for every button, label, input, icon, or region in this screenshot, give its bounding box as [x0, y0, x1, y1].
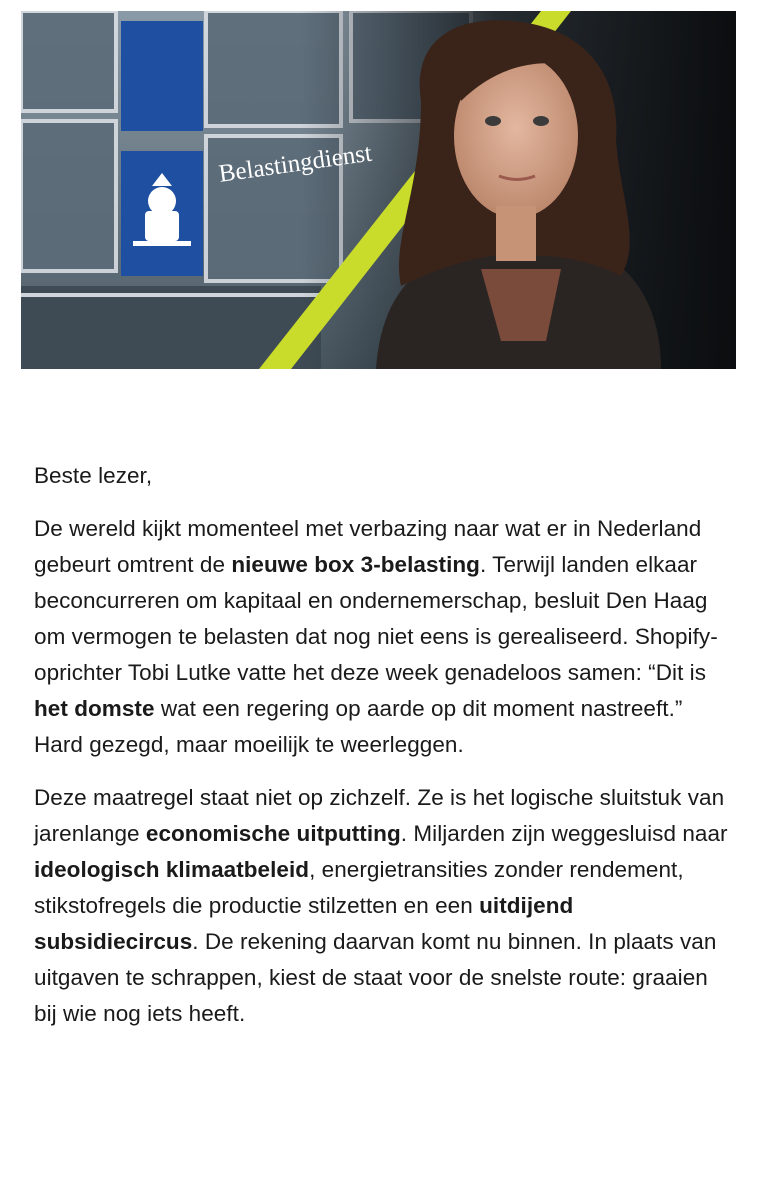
body-text: . De rekening daarvan komt nu binnen. In plaats van uitgaven te schrappen, kiest de staat voor de snelste route: graaien bij wie nog iets heeft.	[34, 929, 717, 1026]
body-text: . Miljarden zijn weggesluisd naar	[400, 821, 728, 846]
emphasis-text: nieuwe box 3-belasting	[231, 552, 480, 577]
paragraph-1	[34, 511, 734, 763]
greeting: Beste lezer,	[34, 463, 153, 488]
article-body	[34, 458, 734, 1049]
blue-banner-top	[121, 21, 203, 131]
belastingdienst-sign: Belastingdienst	[217, 139, 374, 188]
emphasis-text: uitdijend subsidiecircus	[34, 893, 574, 954]
body-text: wat een regering op aarde op dit moment nastreeft.” Hard gezegd, maar moeilijk te weerleggen.	[34, 696, 683, 757]
body-text: De wereld kijkt momenteel met verbazing naar wat er in Nederland gebeurt omtrent de	[34, 516, 702, 577]
body-text: . Terwijl landen elkaar beconcurreren om kapitaal en ondernemerschap, besluit Den Haag om vermogen te belasten dat nog niet eens is gerealiseerd. Shopify-oprichter Tobi Lutke vatte het deze week genadeloos samen: “Dit is	[34, 552, 718, 685]
hero-image	[21, 11, 736, 369]
emphasis-text: ideologisch klimaatbeleid	[34, 857, 310, 882]
emphasis-text: het domste	[34, 696, 155, 721]
emphasis-text: economische uitputting	[145, 821, 401, 846]
hero-illustration	[21, 11, 736, 369]
body-text: , energietransities zonder rendement, stikstofregels die productie stilzetten en een	[34, 857, 684, 918]
body-text: Deze maatregel staat niet op zichzelf. Ze is het logische sluitstuk van jarenlange	[34, 785, 725, 846]
paragraph-2	[34, 780, 734, 1032]
